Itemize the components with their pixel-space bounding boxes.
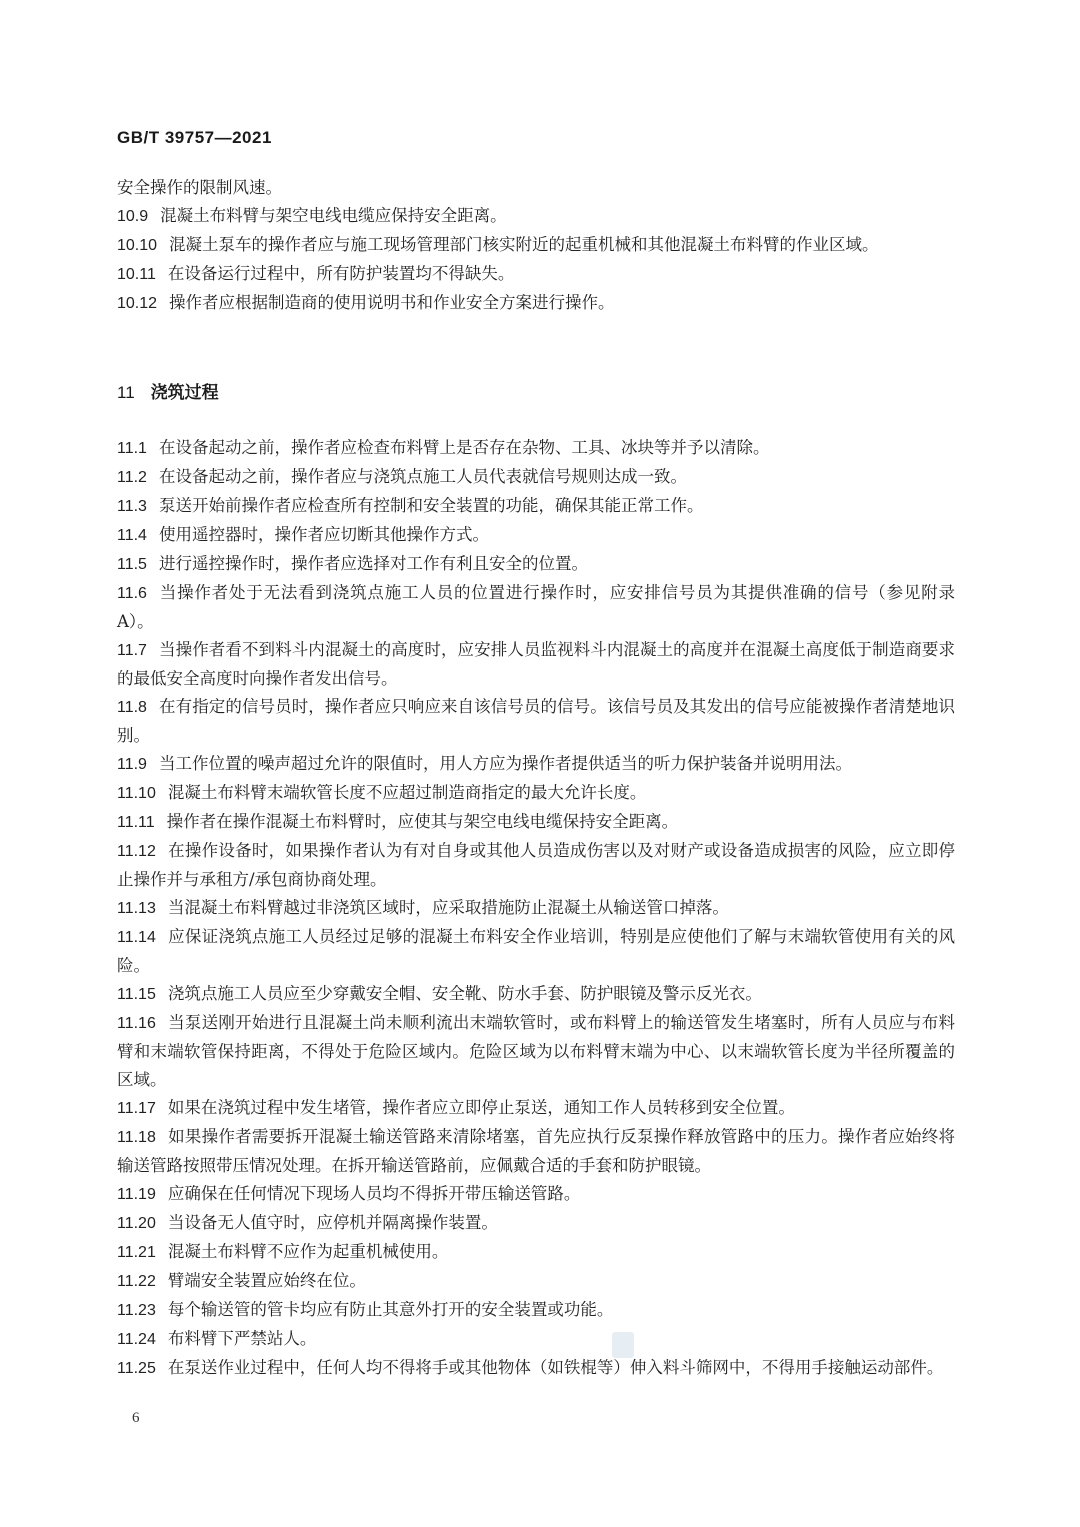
clause-number: 11.12 [117,843,156,860]
clause-number: 11.8 [117,699,147,716]
clause-number: 10.12 [117,295,158,312]
section-title: 浇筑过程 [150,383,219,403]
clause-text: 泵送开始前操作者应检查所有控制和安全装置的功能，确保其能正常工作。 [158,496,704,515]
clause-text: 混凝土布料臂末端软管长度不应超过制造商指定的最大允许长度。 [167,783,647,802]
section-heading-11 [117,378,219,403]
clause-text: 臂端安全装置应始终在位。 [167,1271,366,1290]
clause-text: 在设备运行过程中，所有防护装置均不得缺失。 [167,264,515,283]
section-number: 11 [117,383,135,402]
clause-text: 在操作设备时，如果操作者认为有对自身或其他人员造成伤害以及对财产或设备造成损害的风险，应立即停止操作并与承租方/承包商协商处理。 [117,841,955,889]
clause-text: 当泵送刚开始进行且混凝土尚未顺利流出末端软管时，或布料臂上的输送管发生堵塞时，所有人员应与布料臂和末端软管保持距离，不得处于危险区域内。危险区域为以布料臂末端为中心、以末端软管长度为半径所覆盖的区域。 [117,1013,955,1089]
clause-number: 11.21 [117,1244,156,1261]
clause-text: 当操作者处于无法看到浇筑点施工人员的位置进行操作时，应安排信号员为其提供准确的信号（参见附录 A）。 [117,583,955,631]
clause-text: 在设备起动之前，操作者应检查布料臂上是否存在杂物、工具、冰块等并予以清除。 [158,438,770,457]
clause-text: 如果操作者需要拆开混凝土输送管路来清除堵塞，首先应执行反泵操作释放管路中的压力。操作者应始终将输送管路按照带压情况处理。在拆开输送管路前，应佩戴合适的手套和防护眼镜。 [117,1127,955,1175]
clause-paragraph [117,1296,955,1325]
clause-paragraph [117,231,955,260]
clause-number: 11.9 [117,756,147,773]
clause-number: 11.11 [117,814,155,831]
clause-paragraph [117,837,955,894]
clause-text: 在有指定的信号员时，操作者应只响应来自该信号员的信号。该信号员及其发出的信号应能被操作者清楚地识别。 [117,697,955,745]
clause-paragraph [117,894,955,923]
clause-number: 11.4 [117,527,147,544]
clause-text: 当操作者看不到料斗内混凝土的高度时，应安排人员监视料斗内混凝土的高度并在混凝土高度低于制造商要求的最低安全高度时向操作者发出信号。 [117,640,955,688]
clause-paragraph [117,202,955,231]
clause-number: 11.13 [117,900,156,917]
clause-number: 11.7 [117,642,147,659]
clause-number: 11.10 [117,785,156,802]
clause-paragraph [117,1238,955,1267]
clause-paragraph [117,923,955,980]
clause-number: 10.11 [117,266,156,283]
clause-text: 混凝土泵车的操作者应与施工现场管理部门核实附近的起重机械和其他混凝土布料臂的作业区域。 [169,235,879,254]
clause-paragraph [117,1267,955,1296]
clause-paragraph [117,174,955,202]
page-number: 6 [132,1410,140,1426]
watermark-logo [612,1332,634,1358]
clause-number: 11.15 [117,986,156,1003]
clause-number: 11.5 [117,556,147,573]
clause-number: 11.17 [117,1100,156,1117]
clause-paragraph [117,1094,955,1123]
clause-paragraph [117,808,955,837]
clause-number: 11.20 [117,1215,156,1232]
clause-number: 11.2 [117,469,147,486]
clause-paragraph [117,1354,955,1383]
clause-number: 11.18 [117,1129,156,1146]
clause-paragraph [117,550,955,579]
clause-number: 11.19 [117,1186,156,1203]
clause-paragraph [117,1180,955,1209]
clause-text: 应保证浇筑点施工人员经过足够的混凝土布料安全作业培训，特别是应使他们了解与末端软管使用有关的风险。 [117,927,955,975]
clause-number: 11.24 [117,1331,156,1348]
clause-number: 11.1 [117,440,147,457]
clause-paragraph [117,1123,955,1180]
clause-text: 操作者应根据制造商的使用说明书和作业安全方案进行操作。 [169,293,615,312]
clause-paragraph [117,463,955,492]
clause-paragraph [117,779,955,808]
clause-paragraph [117,260,955,289]
clause-text: 当设备无人值守时，应停机并隔离操作装置。 [167,1213,498,1232]
clause-text: 当工作位置的噪声超过允许的限值时，用人方应为操作者提供适当的听力保护装备并说明用法。 [158,754,852,773]
clause-block-11 [117,434,955,1383]
clause-text: 布料臂下严禁站人。 [167,1329,317,1348]
clause-text: 每个输送管的管卡均应有防止其意外打开的安全装置或功能。 [167,1300,614,1319]
clause-number: 11.14 [117,929,156,946]
clause-paragraph [117,980,955,1009]
clause-paragraph [117,521,955,550]
clause-number: 11.3 [117,498,147,515]
clause-block-10 [117,174,955,318]
clause-paragraph [117,289,955,318]
clause-number: 10.9 [117,208,149,225]
clause-text: 如果在浇筑过程中发生堵管，操作者应立即停止泵送，通知工作人员转移到安全位置。 [167,1098,795,1117]
clause-paragraph [117,1325,955,1354]
clause-number: 10.10 [117,237,158,254]
clause-number: 11.22 [117,1273,156,1290]
clause-paragraph [117,434,955,463]
clause-text: 应确保在任何情况下现场人员均不得拆开带压输送管路。 [167,1184,581,1203]
clause-number: 11.25 [117,1360,156,1377]
clause-text: 混凝土布料臂与架空电线电缆应保持安全距离。 [160,206,507,225]
clause-paragraph [117,1209,955,1238]
clause-paragraph [117,750,955,779]
clause-paragraph [117,693,955,750]
clause-text: 在设备起动之前，操作者应与浇筑点施工人员代表就信号规则达成一致。 [158,467,687,486]
clause-number: 11.23 [117,1302,156,1319]
clause-number: 11.6 [117,585,147,602]
standard-code: GB/T 39757—2021 [117,128,272,147]
clause-text: 安全操作的限制风速。 [117,178,282,197]
clause-text: 操作者在操作混凝土布料臂时，应使其与架空电线电缆保持安全距离。 [166,812,679,831]
clause-paragraph [117,636,955,693]
clause-text: 进行遥控操作时，操作者应选择对工作有利且安全的位置。 [158,554,588,573]
clause-paragraph [117,579,955,636]
clause-number: 11.16 [117,1015,156,1032]
clause-paragraph [117,492,955,521]
clause-text: 使用遥控器时，操作者应切断其他操作方式。 [158,525,489,544]
clause-text: 混凝土布料臂不应作为起重机械使用。 [167,1242,449,1261]
clause-paragraph [117,1009,955,1094]
clause-text: 浇筑点施工人员应至少穿戴安全帽、安全靴、防水手套、防护眼镜及警示反光衣。 [167,984,762,1003]
clause-text: 当混凝土布料臂越过非浇筑区域时，应采取措施防止混凝土从输送管口掉落。 [167,898,729,917]
clause-text: 在泵送作业过程中，任何人均不得将手或其他物体（如铁棍等）伸入料斗筛网中，不得用手接触运动部件。 [167,1358,944,1377]
